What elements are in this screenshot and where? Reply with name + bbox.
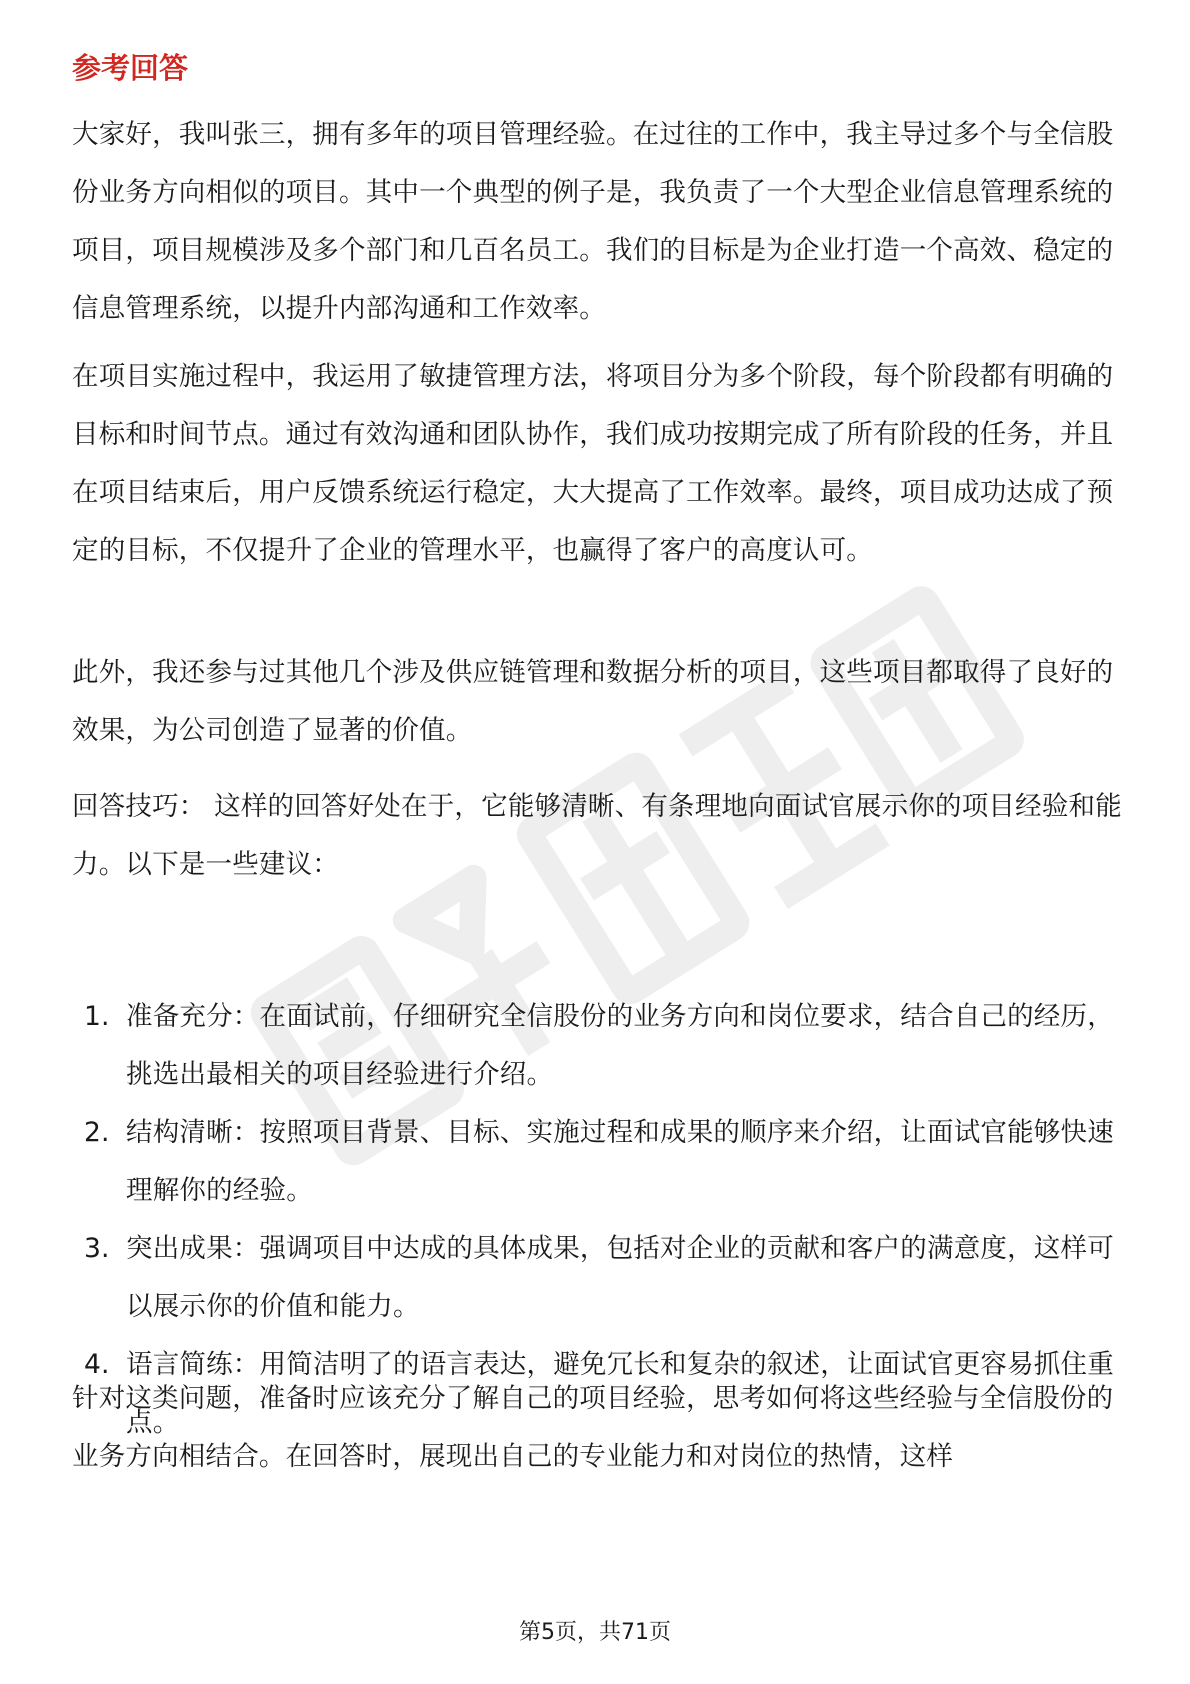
list-number: 4. xyxy=(84,1349,110,1380)
list-text: 突出成果：强调项目中达成的具体成果，包括对企业的贡献和客户的满意度，这样可以展示你的价值和能力。 xyxy=(126,1233,1114,1322)
tips-intro: 回答技巧： 这样的回答好处在于，它能够清晰、有条理地向面试官展示你的项目经验和能力。以下是一些建议： xyxy=(72,791,1122,880)
list-number: 3. xyxy=(84,1233,110,1264)
list-item xyxy=(72,988,1122,1104)
list-text: 结构清晰：按照项目背景、目标、实施过程和成果的顺序来介绍，让面试官能够快速理解你的经验。 xyxy=(126,1117,1114,1206)
list-text: 语言简练：用简洁明了的语言表达，避免冗长和复杂的叙述，让面试官更容易抓住重点。 xyxy=(126,1349,1114,1438)
page-number-footer: 第5页，共71页 xyxy=(519,1620,671,1645)
answer-paragraph-3: 此外，我还参与过其他几个涉及供应链管理和数据分析的项目，这些项目都取得了良好的效果，为公司创造了显著的价值。 xyxy=(72,657,1114,746)
page-heading: 参考回答 xyxy=(72,51,189,85)
list-number: 2. xyxy=(84,1117,110,1148)
answer-paragraph-2: 在项目实施过程中，我运用了敏捷管理方法，将项目分为多个阶段，每个阶段都有明确的目标和时间节点。通过有效沟通和团队协作，我们成功按期完成了所有阶段的任务，并且在项目结束后，用户反馈系统运行稳定，大大提高了工作效率。最终，项目成功达成了预定的目标，不仅提升了企业的管理水平，也赢得了客户的高度认可。 xyxy=(72,361,1114,566)
list-number: 1. xyxy=(84,1001,110,1032)
list-item xyxy=(72,1104,1122,1220)
list-item xyxy=(72,1220,1122,1336)
answer-paragraph-1: 大家好，我叫张三，拥有多年的项目管理经验。在过往的工作中，我主导过多个与全信股份业务方向相似的项目。其中一个典型的例子是，我负责了一个大型企业信息管理系统的项目，项目规模涉及多个部门和几百名员工。我们的目标是为企业打造一个高效、稳定的信息管理系统，以提升内部沟通和工作效率。 xyxy=(72,119,1114,324)
list-text: 准备充分：在面试前，仔细研究全信股份的业务方向和岗位要求，结合自己的经历，挑选出最相关的项目经验进行介绍。 xyxy=(126,1001,1114,1090)
closing-paragraph: 针对这类问题，准备时应该充分了解自己的项目经验，思考如何将这些经验与全信股份的业务方向相结合。在回答时，展现出自己的专业能力和对岗位的热情，这样 xyxy=(72,1383,1114,1472)
